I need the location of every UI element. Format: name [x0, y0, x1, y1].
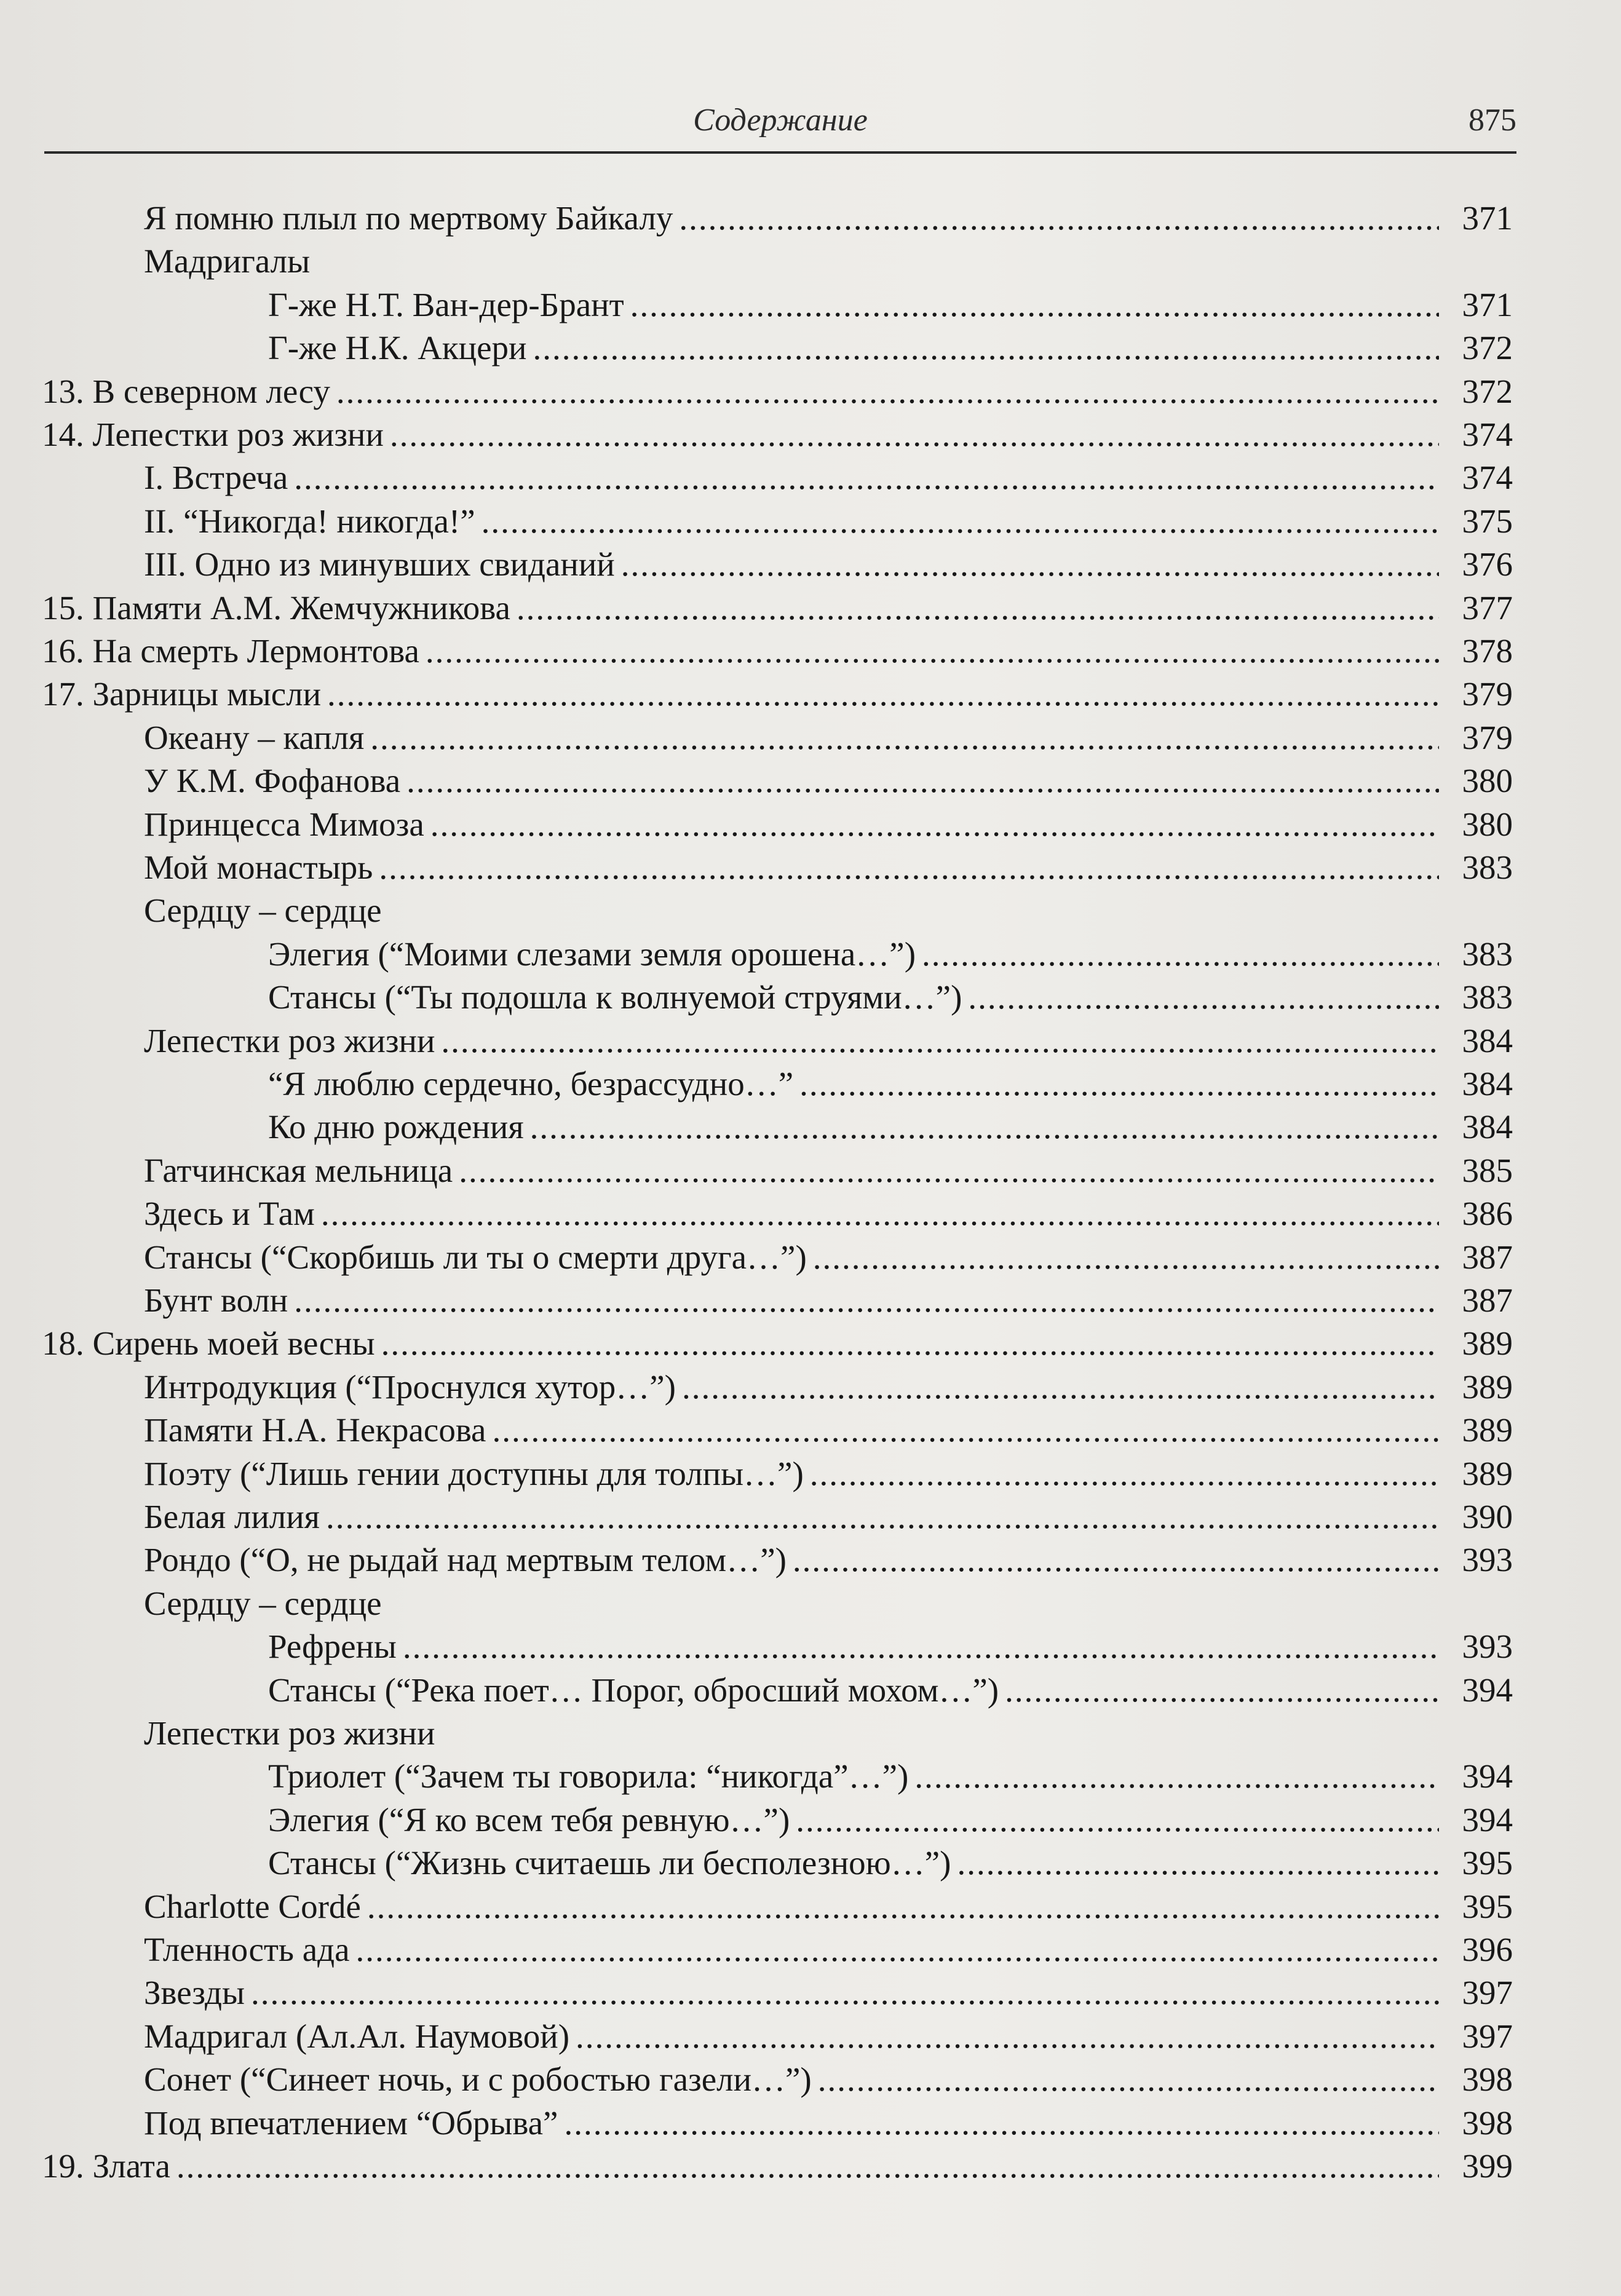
toc-entry [144, 1366, 1513, 1409]
toc-entry-page: 384 [1462, 1108, 1513, 1146]
toc-leader-dots [922, 933, 1439, 976]
toc-entry-page: 380 [1462, 762, 1513, 799]
toc-entry-title: Г-же Н.К. Акцери [268, 329, 527, 366]
toc-entry [144, 240, 1513, 283]
toc-entry-title: Стансы (“Ты подошла к волнуемой струями…”) [268, 978, 962, 1016]
toc-entry-title: Я помню плыл по мертвому Байкалу [144, 199, 673, 237]
toc-entry [144, 2058, 1513, 2101]
toc-leader-dots [796, 1799, 1439, 1842]
toc-leader-dots [441, 1019, 1439, 1063]
toc-entry-title: Под впечатлением “Обрыва” [144, 2104, 558, 2142]
toc-leader-dots [403, 1625, 1439, 1668]
toc-entry-page: 393 [1462, 1628, 1513, 1665]
toc-entry-page: 387 [1462, 1238, 1513, 1276]
toc-leader-dots [793, 1538, 1439, 1581]
toc-leader-dots [430, 803, 1439, 846]
toc-entry [144, 846, 1513, 889]
toc-entry-page: 372 [1462, 373, 1513, 410]
toc-entry-title: Рондо (“О, не рыдай над мертвым телом…”) [144, 1541, 787, 1578]
toc-entry-page: 395 [1462, 1844, 1513, 1882]
toc-entry-page: 397 [1462, 1974, 1513, 2011]
toc-leader-dots [682, 1366, 1439, 1409]
toc-entry-title: Charlotte Cordé [144, 1888, 361, 1925]
toc-entry-title: Интродукция (“Проснулся хутор…”) [144, 1368, 676, 1406]
toc-leader-dots [621, 543, 1439, 586]
toc-entry-page: 374 [1462, 459, 1513, 496]
toc-entry [42, 587, 1513, 630]
toc-entry [144, 1582, 1513, 1625]
toc-entry-page: 380 [1462, 806, 1513, 843]
toc-entry-title: Мадригал (Ал.Ал. Наумовой) [144, 2017, 570, 2055]
toc-entry [144, 2102, 1513, 2145]
toc-leader-dots [390, 413, 1439, 456]
toc-entry [268, 327, 1513, 370]
toc-entry [144, 1279, 1513, 1322]
toc-entry-page: 390 [1462, 1498, 1513, 1535]
toc-leader-dots [968, 976, 1439, 1019]
toc-entry [144, 1409, 1513, 1452]
toc-entry-title: Стансы (“Скорбишь ли ты о смерти друга…”) [144, 1238, 807, 1276]
toc-entry [42, 630, 1513, 673]
toc-leader-dots [914, 1755, 1439, 1798]
toc-entry-page: 386 [1462, 1195, 1513, 1232]
toc-entry-page: 393 [1462, 1541, 1513, 1578]
toc-leader-dots [321, 1192, 1439, 1235]
toc-entry [144, 803, 1513, 846]
toc-entry [42, 370, 1513, 413]
toc-entry [144, 543, 1513, 586]
toc-leader-dots [810, 1452, 1439, 1495]
toc-entry-page: 389 [1462, 1411, 1513, 1449]
toc-entry-title: Триолет (“Зачем ты говорила: “никогда”…”) [268, 1757, 909, 1795]
toc-entry [144, 759, 1513, 802]
toc-entry-title: Тленность ада [144, 1931, 350, 1968]
toc-entry-page: 383 [1462, 978, 1513, 1016]
toc-entry-title: 13. В северном лесу [42, 373, 330, 410]
toc-entry [144, 1928, 1513, 1971]
toc-entry-title: Г-же Н.Т. Ван-дер-Брант [268, 286, 624, 323]
toc-entry-title: Звезды [144, 1974, 245, 2011]
toc-entry-title: Ко дню рождения [268, 1108, 524, 1146]
toc-entry-title: Элегия (“Я ко всем тебя ревную…”) [268, 1801, 790, 1839]
toc-entry-title: 18. Сирень моей весны [42, 1324, 375, 1362]
toc-leader-dots [176, 2145, 1439, 2188]
toc-leader-dots [370, 716, 1439, 759]
toc-entry [268, 1625, 1513, 1668]
toc-leader-dots [367, 1885, 1439, 1928]
toc-leader-dots [530, 1106, 1439, 1149]
toc-leader-dots [327, 673, 1439, 716]
toc-entry-title: У К.М. Фофанова [144, 762, 401, 799]
toc-entry-page: 398 [1462, 2060, 1513, 2098]
toc-entry-page: 396 [1462, 1931, 1513, 1968]
toc-entry-page: 378 [1462, 632, 1513, 670]
toc-entry-page: 389 [1462, 1324, 1513, 1362]
toc-leader-dots [426, 630, 1439, 673]
toc-entry-title: 17. Зарницы мысли [42, 675, 322, 713]
toc-leader-dots [326, 1495, 1439, 1538]
toc-entry [268, 283, 1513, 327]
toc-entry-page: 394 [1462, 1801, 1513, 1839]
toc-leader-dots [482, 500, 1439, 543]
toc-leader-dots [294, 1279, 1439, 1322]
toc-entry-page: 384 [1462, 1022, 1513, 1059]
toc-entry [144, 500, 1513, 543]
toc-entry-title: Сонет (“Синеет ночь, и с робостью газели…”) [144, 2060, 812, 2098]
toc-entry [144, 2015, 1513, 2058]
toc-entry [144, 716, 1513, 759]
toc-leader-dots [381, 1322, 1439, 1365]
toc-entry-page: 385 [1462, 1152, 1513, 1189]
toc-entry-page: 399 [1462, 2147, 1513, 2185]
toc-entry-title: 14. Лепестки роз жизни [42, 416, 384, 453]
toc-entry-page: 372 [1462, 329, 1513, 366]
toc-leader-dots [957, 1842, 1439, 1885]
toc-leader-dots [1005, 1669, 1439, 1712]
toc-entry-title: Здесь и Там [144, 1195, 315, 1232]
toc-entry-title: Лепестки роз жизни [144, 1022, 435, 1059]
toc-leader-dots [406, 759, 1439, 802]
page-number: 875 [1468, 103, 1516, 138]
toc-entry-title: Принцесса Мимоза [144, 806, 424, 843]
toc-entry [144, 1885, 1513, 1928]
toc-entry [42, 1322, 1513, 1365]
toc-entry-title: I. Встреча [144, 459, 288, 496]
toc-entry-title: Рефрены [268, 1628, 397, 1665]
toc-entry-title: Гатчинская мельница [144, 1152, 453, 1189]
toc-entry-page: 379 [1462, 719, 1513, 756]
toc-entry-title: Сердцу – сердце [144, 892, 382, 929]
toc-entry [268, 1669, 1513, 1712]
toc-leader-dots [379, 846, 1439, 889]
toc-entry-page: 389 [1462, 1455, 1513, 1492]
toc-leader-dots [564, 2102, 1439, 2145]
toc-entry-title: Стансы (“Река поет… Порог, обросший мохом…”) [268, 1671, 999, 1709]
toc-entry-title: Океану – капля [144, 719, 365, 756]
toc-leader-dots [356, 1928, 1439, 1971]
toc-entry [144, 1149, 1513, 1192]
toc-entry [144, 1538, 1513, 1581]
toc-entry-page: 383 [1462, 849, 1513, 886]
toc-entry-title: Мой монастырь [144, 849, 373, 886]
toc-entry [144, 1019, 1513, 1063]
toc-entry-page: 389 [1462, 1368, 1513, 1406]
toc-entry-title: Лепестки роз жизни [144, 1714, 435, 1752]
toc-entry [144, 197, 1513, 240]
toc-entry [268, 1799, 1513, 1842]
toc-entry-page: 376 [1462, 545, 1513, 583]
toc-leader-dots [336, 370, 1439, 413]
toc-entry-page: 383 [1462, 935, 1513, 973]
toc-entry-page: 371 [1462, 199, 1513, 237]
toc-entry [42, 2145, 1513, 2188]
toc-entry-title: Сердцу – сердце [144, 1585, 382, 1622]
toc-entry-page: 398 [1462, 2104, 1513, 2142]
running-head-title: Содержание [693, 103, 868, 138]
toc-entry-title: 19. Злата [42, 2147, 170, 2185]
toc-leader-dots [813, 1236, 1439, 1279]
toc-entry [268, 933, 1513, 976]
toc-entry-title: Мадригалы [144, 242, 311, 280]
toc-entry [144, 1495, 1513, 1538]
toc-leader-dots [799, 1063, 1439, 1106]
toc-leader-dots [517, 587, 1439, 630]
toc-leader-dots [251, 1971, 1439, 2014]
toc-entry [42, 413, 1513, 456]
toc-leader-dots [294, 456, 1439, 499]
toc-entry-title: Стансы (“Жизнь считаешь ли бесполезною…”) [268, 1844, 951, 1882]
toc-entry [144, 889, 1513, 932]
toc-entry [144, 1971, 1513, 2014]
toc-leader-dots [679, 197, 1439, 240]
toc-entry [144, 1192, 1513, 1235]
toc-entry-page: 377 [1462, 589, 1513, 627]
toc-entry-page: 375 [1462, 502, 1513, 540]
toc-leader-dots [630, 283, 1439, 327]
toc-entry [268, 1063, 1513, 1106]
toc-entry [268, 1755, 1513, 1798]
toc-entry-page: 394 [1462, 1757, 1513, 1795]
toc-entry-title: Поэту (“Лишь гении доступны для толпы…”) [144, 1455, 804, 1492]
toc-entry-title: II. “Никогда! никогда!” [144, 502, 475, 540]
toc-entry-title: III. Одно из минувших свиданий [144, 545, 615, 583]
toc-entry-title: 16. На смерть Лермонтова [42, 632, 419, 670]
toc-leader-dots [576, 2015, 1439, 2058]
toc-entry [144, 1452, 1513, 1495]
toc-entry-page: 395 [1462, 1888, 1513, 1925]
toc-entry [268, 1106, 1513, 1149]
toc-entry-title: Бунт волн [144, 1281, 288, 1319]
toc-entry-page: 397 [1462, 2017, 1513, 2055]
toc-entry [144, 456, 1513, 499]
toc-entry-title: Белая лилия [144, 1498, 320, 1535]
toc-leader-dots [459, 1149, 1439, 1192]
toc-leader-dots [492, 1409, 1439, 1452]
toc-entry [144, 1712, 1513, 1755]
toc-entry-page: 371 [1462, 286, 1513, 323]
toc-entry-page: 384 [1462, 1065, 1513, 1102]
toc-entry-page: 379 [1462, 675, 1513, 713]
toc-entry [268, 976, 1513, 1019]
toc-entry-title: Элегия (“Моими слезами земля орошена…”) [268, 935, 916, 973]
toc-leader-dots [818, 2058, 1439, 2101]
toc-entry-page: 387 [1462, 1281, 1513, 1319]
toc-entry-title: “Я люблю сердечно, безрассудно…” [268, 1065, 794, 1102]
toc-entry [268, 1842, 1513, 1885]
toc-entry-title: Памяти Н.А. Некрасова [144, 1411, 486, 1449]
toc-entry [144, 1236, 1513, 1279]
toc-entry-page: 394 [1462, 1671, 1513, 1709]
toc-entry [42, 673, 1513, 716]
toc-entry-page: 374 [1462, 416, 1513, 453]
toc-leader-dots [533, 327, 1439, 370]
toc-entry-title: 15. Памяти А.М. Жемчужникова [42, 589, 510, 627]
